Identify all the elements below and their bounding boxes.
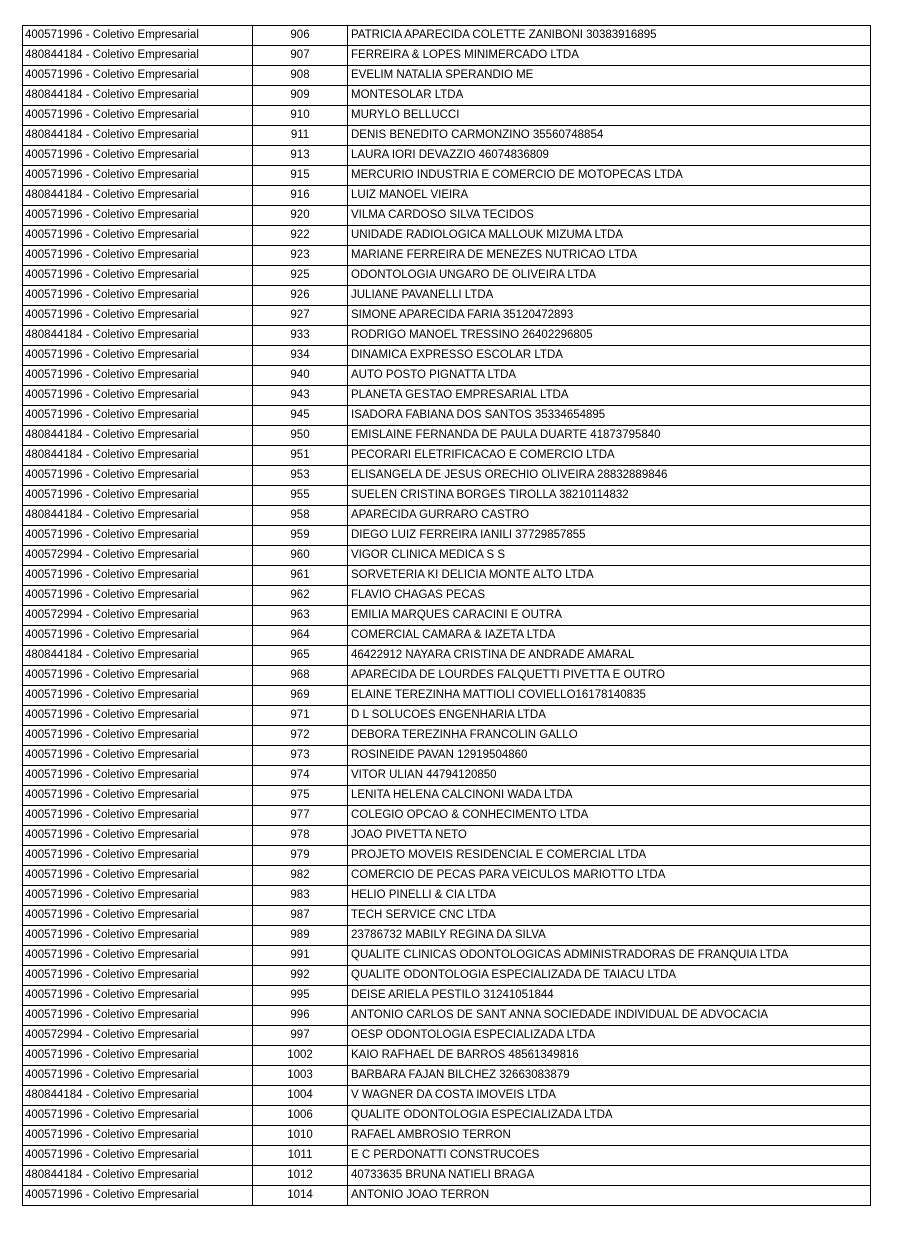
company-name-cell: APARECIDA GURRARO CASTRO bbox=[348, 506, 871, 526]
table-row bbox=[23, 386, 871, 406]
contracts-table-body bbox=[23, 26, 871, 1206]
plan-cell: 400571996 - Coletivo Empresarial bbox=[23, 666, 253, 686]
table-row bbox=[23, 46, 871, 66]
plan-cell: 400571996 - Coletivo Empresarial bbox=[23, 1126, 253, 1146]
table-row bbox=[23, 486, 871, 506]
code-cell: 925 bbox=[253, 266, 348, 286]
plan-cell: 400571996 - Coletivo Empresarial bbox=[23, 686, 253, 706]
company-name-cell: COMERCIAL CAMARA & IAZETA LTDA bbox=[348, 626, 871, 646]
plan-cell: 400571996 - Coletivo Empresarial bbox=[23, 706, 253, 726]
table-row bbox=[23, 666, 871, 686]
code-cell: 953 bbox=[253, 466, 348, 486]
plan-cell: 400571996 - Coletivo Empresarial bbox=[23, 26, 253, 46]
table-row bbox=[23, 106, 871, 126]
company-name-cell: LUIZ MANOEL VIEIRA bbox=[348, 186, 871, 206]
plan-cell: 400571996 - Coletivo Empresarial bbox=[23, 866, 253, 886]
company-name-cell: ODONTOLOGIA UNGARO DE OLIVEIRA LTDA bbox=[348, 266, 871, 286]
table-row bbox=[23, 906, 871, 926]
company-name-cell: SIMONE APARECIDA FARIA 35120472893 bbox=[348, 306, 871, 326]
company-name-cell: E C PERDONATTI CONSTRUCOES bbox=[348, 1146, 871, 1166]
code-cell: 1010 bbox=[253, 1126, 348, 1146]
code-cell: 962 bbox=[253, 586, 348, 606]
company-name-cell: RODRIGO MANOEL TRESSINO 26402296805 bbox=[348, 326, 871, 346]
code-cell: 940 bbox=[253, 366, 348, 386]
table-row bbox=[23, 946, 871, 966]
code-cell: 909 bbox=[253, 86, 348, 106]
table-row bbox=[23, 1006, 871, 1026]
plan-cell: 400571996 - Coletivo Empresarial bbox=[23, 946, 253, 966]
table-row bbox=[23, 1026, 871, 1046]
table-row bbox=[23, 246, 871, 266]
code-cell: 951 bbox=[253, 446, 348, 466]
company-name-cell: DEISE ARIELA PESTILO 31241051844 bbox=[348, 986, 871, 1006]
company-name-cell: TECH SERVICE CNC LTDA bbox=[348, 906, 871, 926]
table-row bbox=[23, 526, 871, 546]
company-name-cell: DENIS BENEDITO CARMONZINO 35560748854 bbox=[348, 126, 871, 146]
table-row bbox=[23, 746, 871, 766]
plan-cell: 480844184 - Coletivo Empresarial bbox=[23, 46, 253, 66]
code-cell: 989 bbox=[253, 926, 348, 946]
company-name-cell: HELIO PINELLI & CIA LTDA bbox=[348, 886, 871, 906]
code-cell: 971 bbox=[253, 706, 348, 726]
code-cell: 974 bbox=[253, 766, 348, 786]
company-name-cell: MERCURIO INDUSTRIA E COMERCIO DE MOTOPECAS LTDA bbox=[348, 166, 871, 186]
table-row bbox=[23, 786, 871, 806]
code-cell: 972 bbox=[253, 726, 348, 746]
table-row bbox=[23, 326, 871, 346]
table-row bbox=[23, 506, 871, 526]
plan-cell: 400571996 - Coletivo Empresarial bbox=[23, 146, 253, 166]
company-name-cell: LENITA HELENA CALCINONI WADA LTDA bbox=[348, 786, 871, 806]
plan-cell: 400571996 - Coletivo Empresarial bbox=[23, 346, 253, 366]
company-name-cell: QUALITE ODONTOLOGIA ESPECIALIZADA DE TAIACU LTDA bbox=[348, 966, 871, 986]
code-cell: 908 bbox=[253, 66, 348, 86]
company-name-cell: ROSINEIDE PAVAN 12919504860 bbox=[348, 746, 871, 766]
code-cell: 955 bbox=[253, 486, 348, 506]
plan-cell: 400571996 - Coletivo Empresarial bbox=[23, 806, 253, 826]
table-row bbox=[23, 886, 871, 906]
code-cell: 950 bbox=[253, 426, 348, 446]
table-row bbox=[23, 1186, 871, 1206]
code-cell: 1002 bbox=[253, 1046, 348, 1066]
plan-cell: 480844184 - Coletivo Empresarial bbox=[23, 1166, 253, 1186]
company-name-cell: ANTONIO JOAO TERRON bbox=[348, 1186, 871, 1206]
company-name-cell: ANTONIO CARLOS DE SANT ANNA SOCIEDADE INDIVIDUAL DE ADVOCACIA bbox=[348, 1006, 871, 1026]
company-name-cell: DIEGO LUIZ FERREIRA IANILI 37729857855 bbox=[348, 526, 871, 546]
plan-cell: 400571996 - Coletivo Empresarial bbox=[23, 1006, 253, 1026]
plan-cell: 480844184 - Coletivo Empresarial bbox=[23, 506, 253, 526]
table-row bbox=[23, 1146, 871, 1166]
company-name-cell: VITOR ULIAN 44794120850 bbox=[348, 766, 871, 786]
table-row bbox=[23, 146, 871, 166]
table-row bbox=[23, 766, 871, 786]
table-row bbox=[23, 626, 871, 646]
table-row bbox=[23, 1066, 871, 1086]
company-name-cell: COMERCIO DE PECAS PARA VEICULOS MARIOTTO LTDA bbox=[348, 866, 871, 886]
code-cell: 977 bbox=[253, 806, 348, 826]
company-name-cell: DINAMICA EXPRESSO ESCOLAR LTDA bbox=[348, 346, 871, 366]
plan-cell: 400571996 - Coletivo Empresarial bbox=[23, 306, 253, 326]
table-row bbox=[23, 1106, 871, 1126]
code-cell: 1012 bbox=[253, 1166, 348, 1186]
company-name-cell: JOAO PIVETTA NETO bbox=[348, 826, 871, 846]
company-name-cell: EVELIM NATALIA SPERANDIO ME bbox=[348, 66, 871, 86]
code-cell: 923 bbox=[253, 246, 348, 266]
company-name-cell: MARIANE FERREIRA DE MENEZES NUTRICAO LTDA bbox=[348, 246, 871, 266]
table-row bbox=[23, 606, 871, 626]
plan-cell: 400571996 - Coletivo Empresarial bbox=[23, 846, 253, 866]
plan-cell: 400571996 - Coletivo Empresarial bbox=[23, 726, 253, 746]
table-row bbox=[23, 286, 871, 306]
code-cell: 983 bbox=[253, 886, 348, 906]
company-name-cell: D L SOLUCOES ENGENHARIA LTDA bbox=[348, 706, 871, 726]
table-row bbox=[23, 1166, 871, 1186]
company-name-cell: VILMA CARDOSO SILVA TECIDOS bbox=[348, 206, 871, 226]
plan-cell: 400571996 - Coletivo Empresarial bbox=[23, 206, 253, 226]
contracts-table bbox=[22, 25, 871, 1206]
plan-cell: 400571996 - Coletivo Empresarial bbox=[23, 286, 253, 306]
code-cell: 961 bbox=[253, 566, 348, 586]
plan-cell: 400571996 - Coletivo Empresarial bbox=[23, 906, 253, 926]
table-row bbox=[23, 366, 871, 386]
company-name-cell: DEBORA TEREZINHA FRANCOLIN GALLO bbox=[348, 726, 871, 746]
plan-cell: 400571996 - Coletivo Empresarial bbox=[23, 1186, 253, 1206]
table-row bbox=[23, 986, 871, 1006]
company-name-cell: EMISLAINE FERNANDA DE PAULA DUARTE 41873795840 bbox=[348, 426, 871, 446]
plan-cell: 400571996 - Coletivo Empresarial bbox=[23, 466, 253, 486]
company-name-cell: ELAINE TEREZINHA MATTIOLI COVIELLO16178140835 bbox=[348, 686, 871, 706]
code-cell: 963 bbox=[253, 606, 348, 626]
table-row bbox=[23, 726, 871, 746]
plan-cell: 400571996 - Coletivo Empresarial bbox=[23, 486, 253, 506]
code-cell: 991 bbox=[253, 946, 348, 966]
code-cell: 943 bbox=[253, 386, 348, 406]
code-cell: 968 bbox=[253, 666, 348, 686]
code-cell: 960 bbox=[253, 546, 348, 566]
plan-cell: 400572994 - Coletivo Empresarial bbox=[23, 546, 253, 566]
plan-cell: 400571996 - Coletivo Empresarial bbox=[23, 246, 253, 266]
code-cell: 915 bbox=[253, 166, 348, 186]
code-cell: 992 bbox=[253, 966, 348, 986]
plan-cell: 400571996 - Coletivo Empresarial bbox=[23, 586, 253, 606]
code-cell: 959 bbox=[253, 526, 348, 546]
table-row bbox=[23, 1086, 871, 1106]
plan-cell: 400571996 - Coletivo Empresarial bbox=[23, 1106, 253, 1126]
code-cell: 907 bbox=[253, 46, 348, 66]
code-cell: 1003 bbox=[253, 1066, 348, 1086]
table-row bbox=[23, 446, 871, 466]
company-name-cell: PECORARI ELETRIFICACAO E COMERCIO LTDA bbox=[348, 446, 871, 466]
company-name-cell: FERREIRA & LOPES MINIMERCADO LTDA bbox=[348, 46, 871, 66]
plan-cell: 400571996 - Coletivo Empresarial bbox=[23, 626, 253, 646]
code-cell: 979 bbox=[253, 846, 348, 866]
plan-cell: 400572994 - Coletivo Empresarial bbox=[23, 1026, 253, 1046]
plan-cell: 400571996 - Coletivo Empresarial bbox=[23, 526, 253, 546]
plan-cell: 400571996 - Coletivo Empresarial bbox=[23, 1046, 253, 1066]
table-row bbox=[23, 806, 871, 826]
company-name-cell: MURYLO BELLUCCI bbox=[348, 106, 871, 126]
company-name-cell: OESP ODONTOLOGIA ESPECIALIZADA LTDA bbox=[348, 1026, 871, 1046]
code-cell: 920 bbox=[253, 206, 348, 226]
table-row bbox=[23, 426, 871, 446]
plan-cell: 480844184 - Coletivo Empresarial bbox=[23, 426, 253, 446]
table-row bbox=[23, 26, 871, 46]
company-name-cell: LAURA IORI DEVAZZIO 46074836809 bbox=[348, 146, 871, 166]
table-row bbox=[23, 586, 871, 606]
plan-cell: 400571996 - Coletivo Empresarial bbox=[23, 766, 253, 786]
plan-cell: 400571996 - Coletivo Empresarial bbox=[23, 106, 253, 126]
company-name-cell: 40733635 BRUNA NATIELI BRAGA bbox=[348, 1166, 871, 1186]
code-cell: 958 bbox=[253, 506, 348, 526]
company-name-cell: EMILIA MARQUES CARACINI E OUTRA bbox=[348, 606, 871, 626]
plan-cell: 400571996 - Coletivo Empresarial bbox=[23, 1066, 253, 1086]
plan-cell: 400571996 - Coletivo Empresarial bbox=[23, 886, 253, 906]
plan-cell: 400571996 - Coletivo Empresarial bbox=[23, 366, 253, 386]
company-name-cell: 46422912 NAYARA CRISTINA DE ANDRADE AMARAL bbox=[348, 646, 871, 666]
code-cell: 945 bbox=[253, 406, 348, 426]
code-cell: 1004 bbox=[253, 1086, 348, 1106]
plan-cell: 400571996 - Coletivo Empresarial bbox=[23, 786, 253, 806]
code-cell: 997 bbox=[253, 1026, 348, 1046]
code-cell: 1006 bbox=[253, 1106, 348, 1126]
table-row bbox=[23, 1126, 871, 1146]
code-cell: 975 bbox=[253, 786, 348, 806]
code-cell: 933 bbox=[253, 326, 348, 346]
plan-cell: 480844184 - Coletivo Empresarial bbox=[23, 186, 253, 206]
company-name-cell: SUELEN CRISTINA BORGES TIROLLA 38210114832 bbox=[348, 486, 871, 506]
code-cell: 1011 bbox=[253, 1146, 348, 1166]
company-name-cell: KAIO RAFHAEL DE BARROS 48561349816 bbox=[348, 1046, 871, 1066]
code-cell: 906 bbox=[253, 26, 348, 46]
code-cell: 995 bbox=[253, 986, 348, 1006]
table-row bbox=[23, 966, 871, 986]
code-cell: 922 bbox=[253, 226, 348, 246]
company-name-cell: RAFAEL AMBROSIO TERRON bbox=[348, 1126, 871, 1146]
code-cell: 913 bbox=[253, 146, 348, 166]
company-name-cell: JULIANE PAVANELLI LTDA bbox=[348, 286, 871, 306]
company-name-cell: PROJETO MOVEIS RESIDENCIAL E COMERCIAL LTDA bbox=[348, 846, 871, 866]
company-name-cell: COLEGIO OPCAO & CONHECIMENTO LTDA bbox=[348, 806, 871, 826]
table-row bbox=[23, 646, 871, 666]
plan-cell: 400572994 - Coletivo Empresarial bbox=[23, 606, 253, 626]
plan-cell: 480844184 - Coletivo Empresarial bbox=[23, 446, 253, 466]
code-cell: 982 bbox=[253, 866, 348, 886]
table-row bbox=[23, 306, 871, 326]
plan-cell: 400571996 - Coletivo Empresarial bbox=[23, 226, 253, 246]
code-cell: 969 bbox=[253, 686, 348, 706]
plan-cell: 400571996 - Coletivo Empresarial bbox=[23, 386, 253, 406]
plan-cell: 400571996 - Coletivo Empresarial bbox=[23, 66, 253, 86]
code-cell: 927 bbox=[253, 306, 348, 326]
code-cell: 1014 bbox=[253, 1186, 348, 1206]
table-row bbox=[23, 406, 871, 426]
company-name-cell: FLAVIO CHAGAS PECAS bbox=[348, 586, 871, 606]
table-row bbox=[23, 566, 871, 586]
company-name-cell: QUALITE CLINICAS ODONTOLOGICAS ADMINISTRADORAS DE FRANQUIA LTDA bbox=[348, 946, 871, 966]
plan-cell: 400571996 - Coletivo Empresarial bbox=[23, 566, 253, 586]
code-cell: 987 bbox=[253, 906, 348, 926]
plan-cell: 480844184 - Coletivo Empresarial bbox=[23, 1086, 253, 1106]
table-row bbox=[23, 846, 871, 866]
company-name-cell: APARECIDA DE LOURDES FALQUETTI PIVETTA E OUTRO bbox=[348, 666, 871, 686]
table-row bbox=[23, 206, 871, 226]
company-name-cell: PLANETA GESTAO EMPRESARIAL LTDA bbox=[348, 386, 871, 406]
code-cell: 965 bbox=[253, 646, 348, 666]
company-name-cell: MONTESOLAR LTDA bbox=[348, 86, 871, 106]
code-cell: 934 bbox=[253, 346, 348, 366]
company-name-cell: 23786732 MABILY REGINA DA SILVA bbox=[348, 926, 871, 946]
code-cell: 978 bbox=[253, 826, 348, 846]
plan-cell: 400571996 - Coletivo Empresarial bbox=[23, 986, 253, 1006]
company-name-cell: AUTO POSTO PIGNATTA LTDA bbox=[348, 366, 871, 386]
table-row bbox=[23, 66, 871, 86]
plan-cell: 400571996 - Coletivo Empresarial bbox=[23, 926, 253, 946]
plan-cell: 400571996 - Coletivo Empresarial bbox=[23, 826, 253, 846]
plan-cell: 480844184 - Coletivo Empresarial bbox=[23, 126, 253, 146]
table-row bbox=[23, 186, 871, 206]
plan-cell: 400571996 - Coletivo Empresarial bbox=[23, 1146, 253, 1166]
table-row bbox=[23, 706, 871, 726]
table-row bbox=[23, 686, 871, 706]
table-row bbox=[23, 1046, 871, 1066]
plan-cell: 400571996 - Coletivo Empresarial bbox=[23, 966, 253, 986]
company-name-cell: ISADORA FABIANA DOS SANTOS 35334654895 bbox=[348, 406, 871, 426]
table-row bbox=[23, 866, 871, 886]
table-row bbox=[23, 266, 871, 286]
code-cell: 916 bbox=[253, 186, 348, 206]
table-row bbox=[23, 466, 871, 486]
code-cell: 973 bbox=[253, 746, 348, 766]
company-name-cell: PATRICIA APARECIDA COLETTE ZANIBONI 30383916895 bbox=[348, 26, 871, 46]
code-cell: 964 bbox=[253, 626, 348, 646]
plan-cell: 480844184 - Coletivo Empresarial bbox=[23, 326, 253, 346]
code-cell: 910 bbox=[253, 106, 348, 126]
code-cell: 926 bbox=[253, 286, 348, 306]
company-name-cell: SORVETERIA KI DELICIA MONTE ALTO LTDA bbox=[348, 566, 871, 586]
table-row bbox=[23, 226, 871, 246]
company-name-cell: BARBARA FAJAN BILCHEZ 32663083879 bbox=[348, 1066, 871, 1086]
company-name-cell: ELISANGELA DE JESUS ORECHIO OLIVEIRA 28832889846 bbox=[348, 466, 871, 486]
table-row bbox=[23, 926, 871, 946]
plan-cell: 400571996 - Coletivo Empresarial bbox=[23, 406, 253, 426]
plan-cell: 400571996 - Coletivo Empresarial bbox=[23, 166, 253, 186]
table-row bbox=[23, 546, 871, 566]
table-row bbox=[23, 86, 871, 106]
plan-cell: 400571996 - Coletivo Empresarial bbox=[23, 266, 253, 286]
company-name-cell: V WAGNER DA COSTA IMOVEIS LTDA bbox=[348, 1086, 871, 1106]
plan-cell: 400571996 - Coletivo Empresarial bbox=[23, 746, 253, 766]
company-name-cell: QUALITE ODONTOLOGIA ESPECIALIZADA LTDA bbox=[348, 1106, 871, 1126]
table-row bbox=[23, 166, 871, 186]
table-row bbox=[23, 126, 871, 146]
plan-cell: 480844184 - Coletivo Empresarial bbox=[23, 646, 253, 666]
company-name-cell: VIGOR CLINICA MEDICA S S bbox=[348, 546, 871, 566]
plan-cell: 480844184 - Coletivo Empresarial bbox=[23, 86, 253, 106]
code-cell: 911 bbox=[253, 126, 348, 146]
company-name-cell: UNIDADE RADIOLOGICA MALLOUK MIZUMA LTDA bbox=[348, 226, 871, 246]
code-cell: 996 bbox=[253, 1006, 348, 1026]
table-row bbox=[23, 826, 871, 846]
table-row bbox=[23, 346, 871, 366]
